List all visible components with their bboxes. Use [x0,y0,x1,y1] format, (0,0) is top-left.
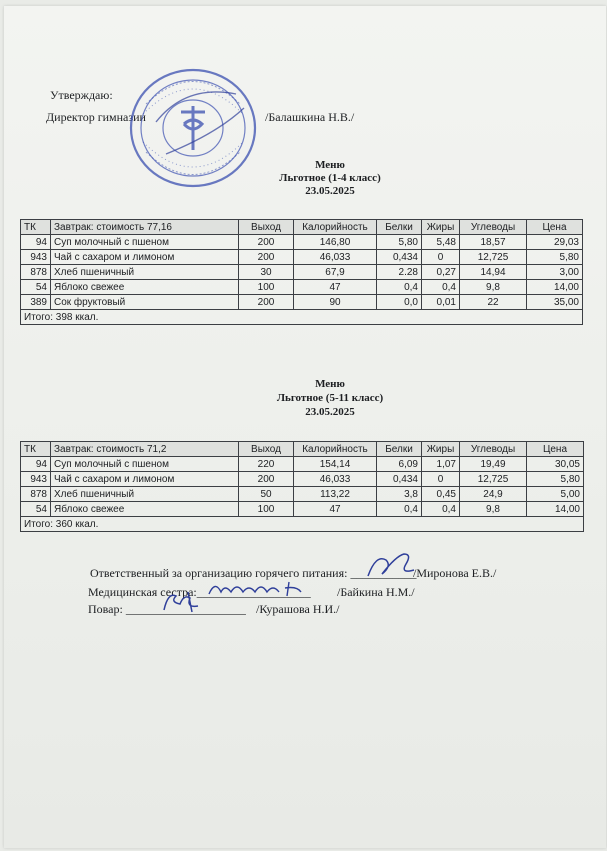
signature-kurashova [158,588,208,616]
signature-mironova [362,550,418,582]
menu2-title: Меню [315,378,345,390]
table-cell: 54 [21,502,51,517]
table-row [21,280,583,295]
column-header: Калорийность [294,442,377,457]
table-cell: 146,80 [294,235,377,250]
nurse-label: Медицинская сестра:___________________ [88,585,311,599]
director-name: /Балашкина Н.В./ [265,110,355,124]
table-cell: 0,4 [377,502,422,517]
menu2-date: 23.05.2025 [305,406,355,418]
table-cell: 0,434 [377,472,422,487]
menu2-table [20,441,584,532]
table-cell: 46,033 [294,250,377,265]
table-cell: Хлеб пшеничный [51,265,239,280]
director-label: Директор гимназии [46,110,146,124]
table-cell: 9,8 [460,280,527,295]
table-cell: 5,48 [422,235,460,250]
total-cell: Итого: 360 ккал. [21,517,584,532]
table-cell: 47 [294,280,377,295]
table-cell: 3,00 [527,265,583,280]
responsible-label: Ответственный за организацию горячего питания: ___________ [90,566,417,580]
column-header: Углеводы [460,442,527,457]
table-cell: 220 [239,457,294,472]
table-cell: 0,4 [377,280,422,295]
table-cell: 0,27 [422,265,460,280]
table-row [21,235,583,250]
menu1-subtitle: Льготное (1-4 класс) [279,172,381,184]
table-cell: 5,80 [527,250,583,265]
table-cell: Суп молочный с пшеном [51,235,239,250]
table-cell: Яблоко свежее [51,280,239,295]
table-cell: 29,03 [527,235,583,250]
nurse-name: /Байкина Н.М./ [337,585,415,599]
table-cell: Чай с сахаром и лимоном [51,250,239,265]
column-header: Белки [377,442,422,457]
column-header: Жиры [422,220,460,235]
table-cell: 35,00 [527,295,583,310]
table-cell: 30 [239,265,294,280]
signature-baykina [205,578,315,600]
table-cell: 113,22 [294,487,377,502]
table-cell: 100 [239,502,294,517]
column-header: Выход [239,220,294,235]
menu1-date: 23.05.2025 [305,185,355,197]
menu1-table [20,219,583,325]
table-cell: 943 [21,250,51,265]
table-cell: 943 [21,472,51,487]
table-cell: 389 [21,295,51,310]
table-cell: 24,9 [460,487,527,502]
table-row [21,250,583,265]
column-header: Завтрак: стоимость 71,2 [51,442,239,457]
table-cell: 12,725 [460,472,527,487]
column-header: Цена [527,442,584,457]
column-header: Выход [239,442,294,457]
table-cell: 5,80 [527,472,584,487]
table-cell: Сок фруктовый [51,295,239,310]
table-cell: 54 [21,280,51,295]
table-cell: 14,94 [460,265,527,280]
total-cell: Итого: 398 ккал. [21,310,583,325]
table-header-row [21,220,583,235]
table-cell: 94 [21,235,51,250]
table-cell: 1,07 [422,457,460,472]
table-total-row [21,310,583,325]
table-cell: 5,00 [527,487,584,502]
table-row [21,502,584,517]
menu1-title: Меню [315,159,345,171]
table-cell: 878 [21,487,51,502]
document-page [4,6,606,848]
table-cell: 0 [422,472,460,487]
column-header: Белки [377,220,422,235]
table-cell: 0,4 [422,502,460,517]
table-cell: 5,80 [377,235,422,250]
table-header-row [21,442,584,457]
table-cell: 9,8 [460,502,527,517]
cook-label: Повар: ____________________ [88,602,246,616]
table-cell: 12,725 [460,250,527,265]
table-cell: Суп молочный с пшеном [51,457,239,472]
table-cell: 154,14 [294,457,377,472]
table-cell: 30,05 [527,457,584,472]
table-cell: 50 [239,487,294,502]
table-cell: Яблоко свежее [51,502,239,517]
table-cell: 200 [239,472,294,487]
column-header: ТК [21,442,51,457]
table-cell: 0,45 [422,487,460,502]
table-cell: Хлеб пшеничный [51,487,239,502]
table-cell: 200 [239,250,294,265]
table-total-row [21,517,584,532]
column-header: Цена [527,220,583,235]
table-row [21,457,584,472]
table-cell: 22 [460,295,527,310]
column-header: Калорийность [294,220,377,235]
table-row [21,487,584,502]
cook-name: /Курашова Н.И./ [256,602,340,616]
table-cell: 200 [239,235,294,250]
table-cell: 3,8 [377,487,422,502]
table-row [21,472,584,487]
table-cell: Чай с сахаром и лимоном [51,472,239,487]
menu2-subtitle: Льготное (5-11 класс) [276,392,384,404]
table-row [21,295,583,310]
table-cell: 0,01 [422,295,460,310]
table-cell: 90 [294,295,377,310]
table-cell: 67,9 [294,265,377,280]
table-cell: 878 [21,265,51,280]
table-cell: 100 [239,280,294,295]
table-cell: 2.28 [377,265,422,280]
table-cell: 200 [239,295,294,310]
responsible-name: /Миронова Е.В./ [413,566,497,580]
table-cell: 6,09 [377,457,422,472]
approve-label: Утверждаю: [50,88,113,102]
table-cell: 46,033 [294,472,377,487]
table-cell: 18,57 [460,235,527,250]
table-cell: 47 [294,502,377,517]
table-cell: 0,434 [377,250,422,265]
column-header: ТК [21,220,51,235]
column-header: Жиры [422,442,460,457]
column-header: Углеводы [460,220,527,235]
table-cell: 14,00 [527,280,583,295]
table-cell: 0,4 [422,280,460,295]
table-cell: 0 [422,250,460,265]
table-row [21,265,583,280]
table-cell: 0,0 [377,295,422,310]
table-cell: 14,00 [527,502,584,517]
table-cell: 94 [21,457,51,472]
table-cell: 19,49 [460,457,527,472]
column-header: Завтрак: стоимость 77,16 [51,220,239,235]
